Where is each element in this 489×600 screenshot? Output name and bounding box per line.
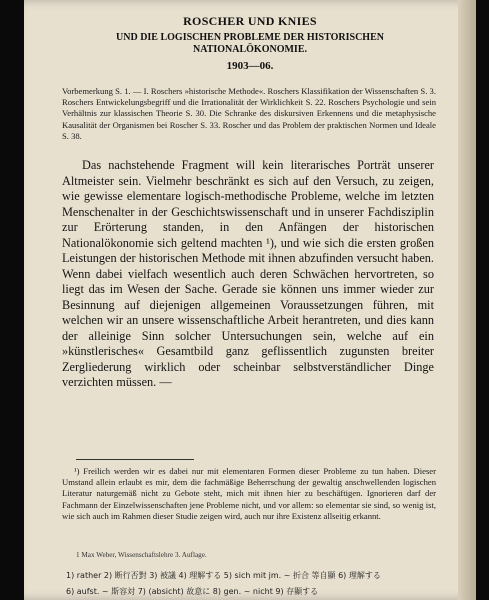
page-title: ROSCHER UND KNIES	[183, 14, 317, 28]
page-edge	[458, 0, 476, 600]
footnote	[62, 466, 436, 522]
subtitle-line-2: NATIONALÖKONOMIE.	[193, 44, 307, 55]
years: 1903—06.	[226, 60, 274, 72]
subtitle-line-1: UND DIE LOGISCHEN PROBLEME DER HISTORISCHEN	[116, 32, 384, 43]
preliminary-note: Vorbemerkung S. 1. — I. Roschers »historische Methode«. Roschers Klassifikation der Wissenschaften S. 3. Roschers Entwickelungsbegriff und die Irrationalität der Wirklichkeit S. 22. Roschers Psychologie und sein Verhältnis zur klassischen Theorie S. 30. Die Schranke des diskursiven Erkennens und die metaphysische Kausalität der Organismen bei Roscher S. 33. Roscher und das Problem der praktischen Normen und Ideale S. 38.	[62, 86, 436, 141]
main-paragraph: Das nachstehende Fragment will kein literarisches Porträt unserer Altmeister sein. Vielmehr beschränkt es sich auf den Versuch, zu zeigen, wie gewisse elementare logisch-methodische Probleme, welche im letzten Menschenalter in der Geschichtswissenschaft und in unserer Fachdisziplin zur Erörterung standen, in den Anfängen der historischen Nationalökonomie sich geltend machten ¹), und wie sich die ersten großen Leistungen der historischen Methode mit ihnen abzufinden versucht haben. Wenn dabei vielfach wesentlich auch deren Schwächen hervortreten, so liegt das im Wesen der Sache. Gerade sie können uns immer wieder zur Besinnung auf diejenigen allgemeinen Voraussetzungen führen, mit welchen wir an unsere wissenschaftliche Arbeit herantreten, und dies kann der alleinige Sinn solcher Untersuchungen sein, welche auf ein »künstlerisches« Gesamtbild ganz geflissentlich zugunsten breiter Zergliederung wirklich oder scheinbar selbstverständlicher Dinge verzichten müssen. —	[62, 158, 434, 389]
book-page	[24, 0, 476, 600]
bottom-note: 1 Max Weber, Wissenschaftslehre 3. Auflage.	[76, 551, 207, 559]
handwritten-note-1: 1) rather 2) 断行否對 3) 被議 4) 理解する 5) sich mit jm. ~ 折合 等自顯 6) 理解する	[66, 571, 381, 580]
main-text	[62, 158, 434, 391]
footnote-rule	[76, 459, 194, 460]
handwritten-note-2: 6) aufst. ~ 斯容対 7) (absicht) 故意に 8) gen. ~ nicht 9) 存顯する	[66, 587, 319, 596]
footnote-text: ¹) Freilich werden wir es dabei nur mit elementaren Formen dieser Probleme zu tun haben. Dieser Umstand allein erlaubt es mir, dem die fachmäßige Beherrschung der gewaltig anschwellenden logischen Literatur naturgemäß nicht zu Gebote steht, mich mit ihnen hier zu beschäftigen. Ignorieren darf der Fachmann der Einzelwissenschaften jene Probleme nicht, und vor allem: so elementar sie sind, so wenig ist, wie sich auch im Rahmen dieser Studie zeigen wird, auch nur ihre Existenz allseitig erkannt.	[62, 466, 436, 521]
